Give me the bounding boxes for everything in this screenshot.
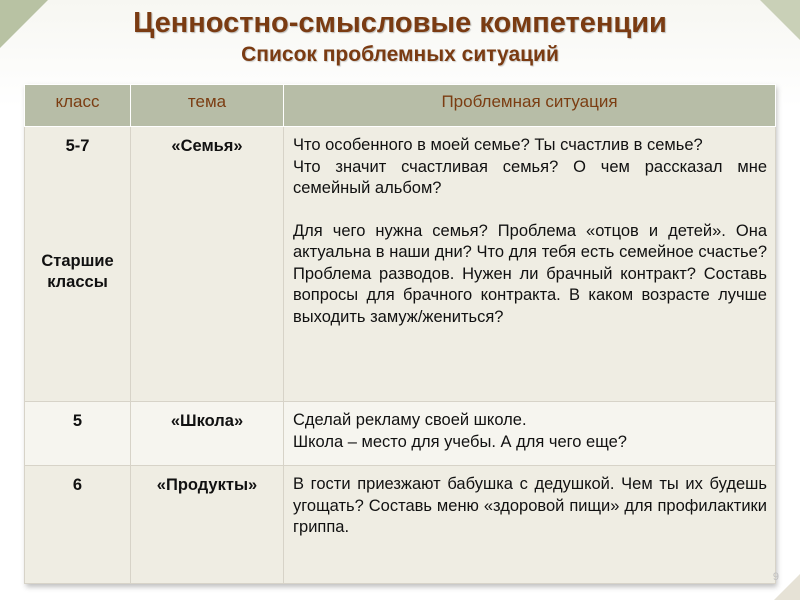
table-row [25, 402, 776, 466]
grade-value-extra: Старшие классы [41, 251, 114, 291]
header-topic: тема [131, 85, 284, 127]
slide-header [0, 6, 800, 68]
problem-line: Что значит счастливая семья? О чем рассказал мне семейный альбом? [293, 157, 767, 197]
topic-cell [131, 466, 284, 584]
problem-line: В гости приезжают бабушка с дедушкой. Чем ты их будешь угощать? Составь меню «здоровой пищи» для профилактики гриппа. [293, 475, 767, 536]
grade-value: 5-7 [65, 137, 90, 155]
table-row [25, 466, 776, 584]
header-grade: класс [25, 85, 131, 127]
grade-cell [25, 402, 131, 466]
problem-line: Школа – место для учебы. А для чего еще? [293, 432, 627, 451]
topic-cell [131, 127, 284, 402]
problem-line-extra: Для чего нужна семья? Проблема «отцов и детей». Она актуальна в наши дни? Что для тебя есть семейное счастье? Проблема разводов. Нужен ли брачный контракт? Составь вопросы для брачного контракта. В каком возрасте лучше выходить замуж/жениться? [293, 221, 767, 326]
topic-value: «Продукты» [156, 476, 258, 494]
problem-cell [284, 466, 776, 584]
grade-value: 6 [72, 476, 83, 494]
problem-line: Что особенного в моей семье? Ты счастлив в семье? [293, 136, 703, 154]
grade-cell [25, 466, 131, 584]
topic-cell [131, 402, 284, 466]
topic-value: «Семья» [171, 137, 243, 155]
table-row [25, 127, 776, 402]
problem-line: Сделай рекламу своей школе. [293, 411, 527, 429]
slide-title: Ценностно-смысловые компетенции [133, 7, 667, 39]
grade-cell [25, 127, 131, 402]
page-number: 9 [772, 571, 779, 583]
slide-subtitle: Список проблемных ситуаций [241, 43, 559, 66]
header-problem: Проблемная ситуация [284, 85, 776, 127]
problem-situations-table [24, 84, 775, 584]
table-header-row [25, 85, 776, 127]
grade-value: 5 [72, 412, 83, 430]
topic-value: «Школа» [170, 412, 244, 430]
problem-cell [284, 127, 776, 402]
spacer [293, 200, 767, 221]
problem-cell [284, 402, 776, 466]
